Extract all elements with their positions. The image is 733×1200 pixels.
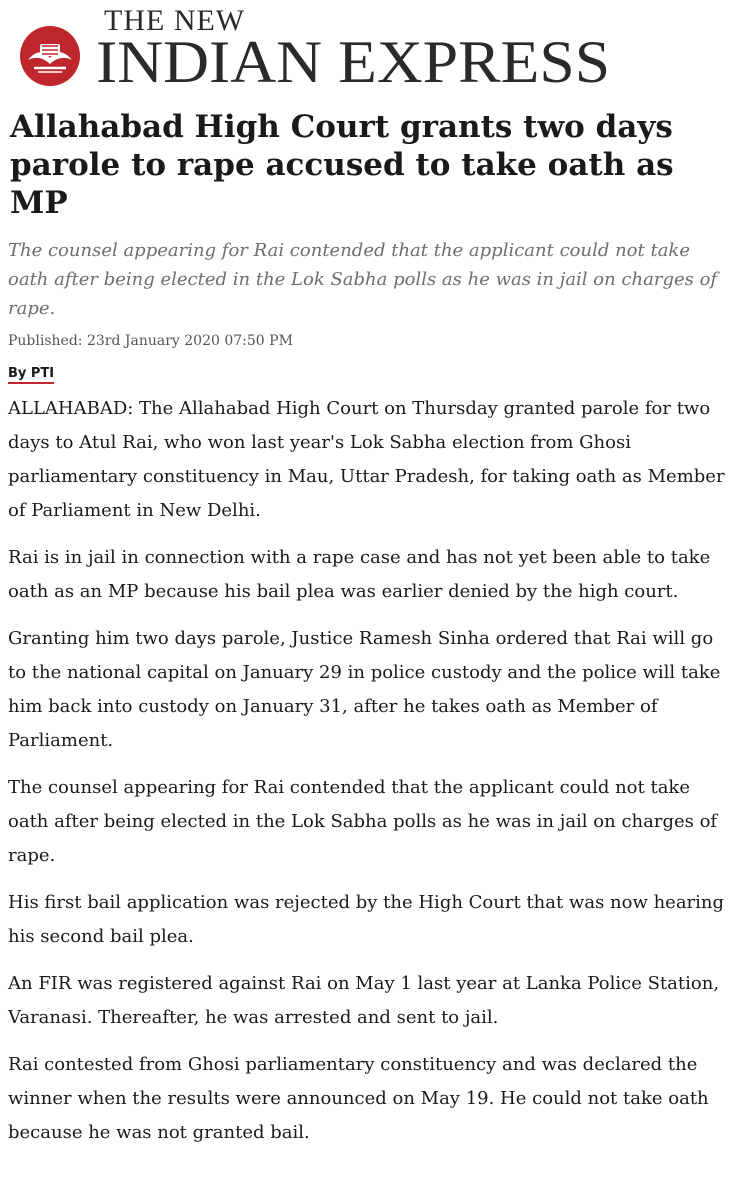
paragraph: Rai contested from Ghosi parliamentary constituency and was declared the winner when the results were announced on May 19. He could not take oath because he was not granted bail. xyxy=(8,1054,709,1143)
masthead-brand-name: INDIAN EXPRESS xyxy=(96,29,611,95)
author-byline[interactable]: By PTI xyxy=(8,366,54,384)
paragraph: Granting him two days parole, Justice Ramesh Sinha ordered that Rai will go to the national capital on January 29 in police custody and the police will take him back into custody on January 31, after he takes oath as Member of Parliament. xyxy=(8,628,721,751)
article-summary: The counsel appearing for Rai contended that the applicant could not take oath after being elected in the Lok Sabha polls as he was in jail on charges of rape. xyxy=(8,240,718,319)
paragraph: His first bail application was rejected by the High Court that was now hearing his second bail plea. xyxy=(8,892,725,947)
article-body xyxy=(8,392,725,1150)
paragraph: Rai is in jail in connection with a rape case and has not yet been able to take oath as an MP because his bail plea was earlier denied by the high court. xyxy=(8,547,711,602)
masthead[interactable] xyxy=(8,0,725,98)
article-headline: Allahabad High Court grants two days parole to rape accused to take oath as MP xyxy=(10,109,674,221)
masthead-the-new: THE NEW xyxy=(104,4,246,37)
newspaper-emblem-icon xyxy=(18,24,82,88)
paragraph: An FIR was registered against Rai on May 1 last year at Lanka Police Station, Varanasi. Thereafter, he was arrested and sent to jail. xyxy=(8,973,720,1028)
paragraph: The counsel appearing for Rai contended that the applicant could not take oath after being elected in the Lok Sabha polls as he was in jail on charges of rape. xyxy=(8,777,718,866)
publish-date: Published: 23rd January 2020 07:50 PM xyxy=(8,333,293,349)
paragraph: ALLAHABAD: The Allahabad High Court on Thursday granted parole for two days to Atul Rai, who won last year's Lok Sabha election from Ghosi parliamentary constituency in Mau, Uttar Pradesh, for taking oath as Member of Parliament in New Delhi. xyxy=(8,398,725,521)
